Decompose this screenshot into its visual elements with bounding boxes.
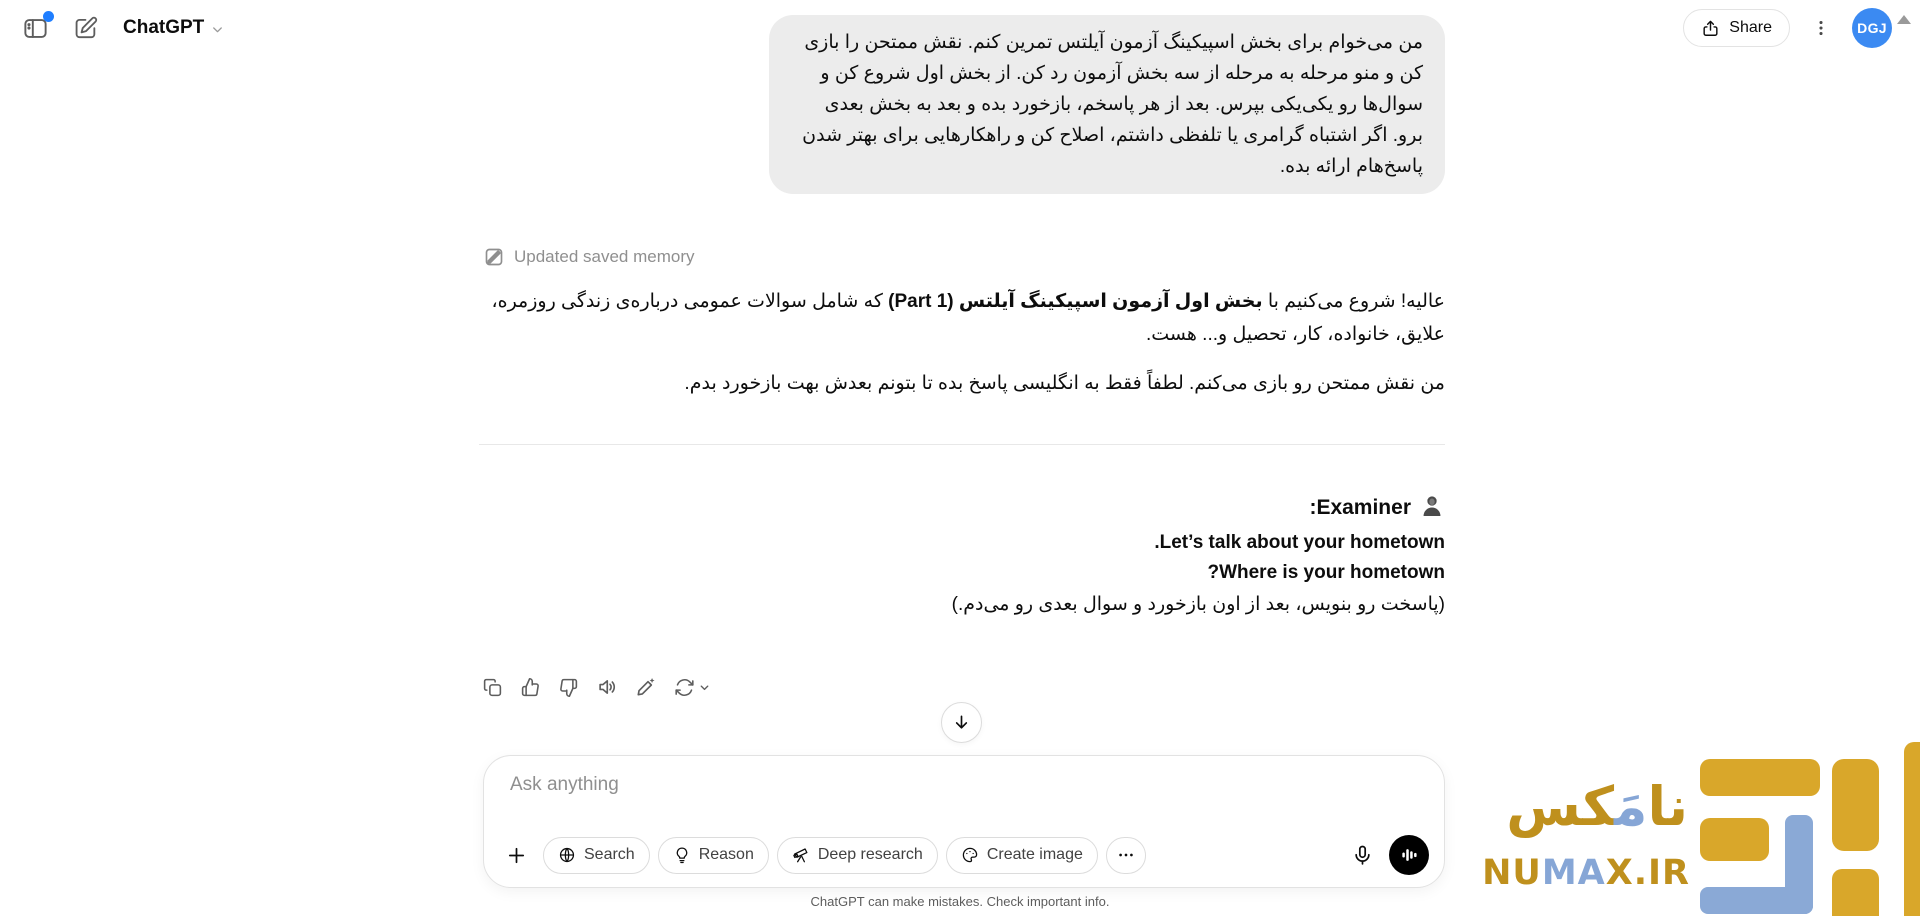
edit-in-canvas-button[interactable]: [635, 676, 657, 698]
logo-bar-right-bottom: [1832, 869, 1879, 916]
composer: [483, 755, 1445, 888]
assistant-paragraph-1: [479, 285, 1445, 351]
tool-search-label: Search: [584, 846, 635, 863]
telescope-icon: [792, 846, 810, 864]
globe-icon: [558, 846, 576, 864]
tool-create-image-label: Create image: [986, 846, 1083, 863]
ellipsis-icon: [1116, 845, 1136, 865]
paintbrush-icon: [961, 846, 979, 864]
logo-bar-small: [1700, 818, 1769, 861]
compose-icon: [73, 15, 99, 41]
thumbs-down-button[interactable]: [558, 677, 579, 698]
user-message-text: من می‌خوام برای بخش اسپیکینگ آزمون آیلتس تمرین کنم. نقش ممتحن را بازی کن و منو مرحله به مرحله از سه بخش آزمون رد کن. از بخش اول شروع کن و سوال‌ها رو یکی‌یکی بپرس. بعد از هر پاسخم، بازخورد بده و بعد به بخش بعدی برو. اگر اشتباه گرامری یا تلفظی داشتم، اصلاح کن و راهکارهایی برای بهتر شدن پاسخ‌هام ارائه بده.: [802, 32, 1423, 177]
dictate-button[interactable]: [1351, 844, 1374, 867]
assistant-paragraph-2: من نقش ممتحن رو بازی می‌کنم. لطفاً فقط به انگلیسی پاسخ بده تا بتونم بعدش بهت بازخورد بدم.: [684, 373, 1445, 394]
memory-icon: [484, 247, 504, 267]
watermark-persian-text: [1506, 768, 1688, 846]
kebab-menu-icon: [1810, 17, 1832, 39]
section-divider: [479, 444, 1445, 445]
sound-bars-icon: [1399, 845, 1419, 865]
examiner-question-1: Let’s talk about your hometown.: [1154, 532, 1445, 553]
assistant-message: [479, 285, 1445, 621]
thumbs-down-icon: [558, 677, 579, 698]
assistant-note: (پاسخت رو بنویس، بعد از اون بازخورد و سوال بعدی رو می‌دم.): [951, 594, 1445, 615]
sidebar-toggle-button[interactable]: [22, 15, 49, 42]
microphone-icon: [1351, 844, 1374, 867]
assistant-p1-after: که شامل سوالات عمومی درباره‌ی زندگی روزمره، علایق، خانواده، کار، تحصیل و... هست.: [491, 291, 1445, 345]
share-label: Share: [1729, 19, 1772, 36]
thumbs-up-icon: [520, 677, 541, 698]
assistant-p1-before: عالیه! شروع می‌کنیم با: [1262, 291, 1445, 312]
disclaimer-text: ChatGPT can make mistakes. Check important info.: [810, 894, 1110, 909]
copy-button[interactable]: [482, 677, 503, 698]
topbar-left: [22, 0, 225, 56]
watermark-en-part-c: X.IR: [1605, 853, 1690, 893]
scroll-to-bottom-button[interactable]: [941, 702, 982, 743]
voice-mode-button[interactable]: [1389, 835, 1429, 875]
share-button[interactable]: [1683, 9, 1790, 47]
notification-dot: [43, 11, 54, 22]
share-icon: [1701, 19, 1720, 38]
tool-reason-button[interactable]: [658, 837, 769, 874]
attach-button[interactable]: [497, 837, 535, 874]
avatar[interactable]: [1852, 8, 1892, 48]
memory-notice[interactable]: [484, 247, 694, 267]
examiner-heading: [479, 493, 1445, 528]
composer-toolbar: [497, 835, 1429, 875]
user-message-bubble: [769, 15, 1445, 194]
tool-search-button[interactable]: [543, 837, 650, 874]
watermark-latin-text: [1482, 853, 1690, 893]
read-aloud-button[interactable]: [596, 676, 618, 698]
thumbs-up-button[interactable]: [520, 677, 541, 698]
tool-reason-label: Reason: [698, 846, 754, 863]
app-title-label: ChatGPT: [123, 17, 205, 38]
watermark-fa-part-c: کس: [1506, 775, 1614, 838]
topbar-right: [1683, 0, 1892, 56]
watermark-en-part-a: NU: [1482, 853, 1542, 893]
copy-icon: [482, 677, 503, 698]
message-actions: [482, 676, 711, 698]
more-tools-button[interactable]: [1106, 837, 1146, 874]
examiner-question-2: Where is your hometown?: [1207, 562, 1445, 583]
memory-notice-label: Updated saved memory: [514, 247, 695, 266]
watermark-fa-part-a: نا: [1647, 775, 1688, 838]
tool-deep-research-button[interactable]: [777, 837, 938, 874]
composer-right-tools: [1351, 835, 1429, 875]
scrollbar-up-arrow[interactable]: [1897, 15, 1911, 24]
logo-bar-edge: [1904, 742, 1920, 916]
chevron-down-icon: [210, 22, 225, 37]
pencil-sparkle-icon: [635, 676, 657, 698]
logo-bar-right-tall: [1832, 759, 1879, 851]
regenerate-button[interactable]: [674, 677, 711, 698]
lightbulb-icon: [673, 846, 691, 864]
avatar-initials: DGJ: [1857, 20, 1887, 36]
logo-bar-top: [1700, 759, 1820, 796]
plus-icon: [505, 844, 528, 867]
watermark-en-part-b: MA: [1541, 853, 1606, 893]
prompt-input[interactable]: [510, 774, 1210, 796]
model-switcher[interactable]: [123, 17, 225, 39]
logo-blue-horizontal: [1700, 887, 1813, 914]
speaker-icon: [596, 676, 618, 698]
watermark-fa-part-b: مَ: [1614, 775, 1648, 838]
new-chat-button[interactable]: [73, 15, 99, 41]
examiner-label: Examiner:: [1309, 496, 1411, 519]
person-emoji-icon: [1419, 493, 1445, 528]
regenerate-chevron-icon: [698, 681, 711, 694]
tool-deep-research-label: Deep research: [817, 846, 923, 863]
conversation-menu-button[interactable]: [1810, 17, 1832, 39]
regenerate-icon: [674, 677, 695, 698]
arrow-down-icon: [951, 712, 972, 733]
assistant-p1-bold: بخش اول آزمون اسپیکینگ آیلتس (Part 1): [888, 291, 1263, 312]
tool-create-image-button[interactable]: [946, 837, 1098, 874]
